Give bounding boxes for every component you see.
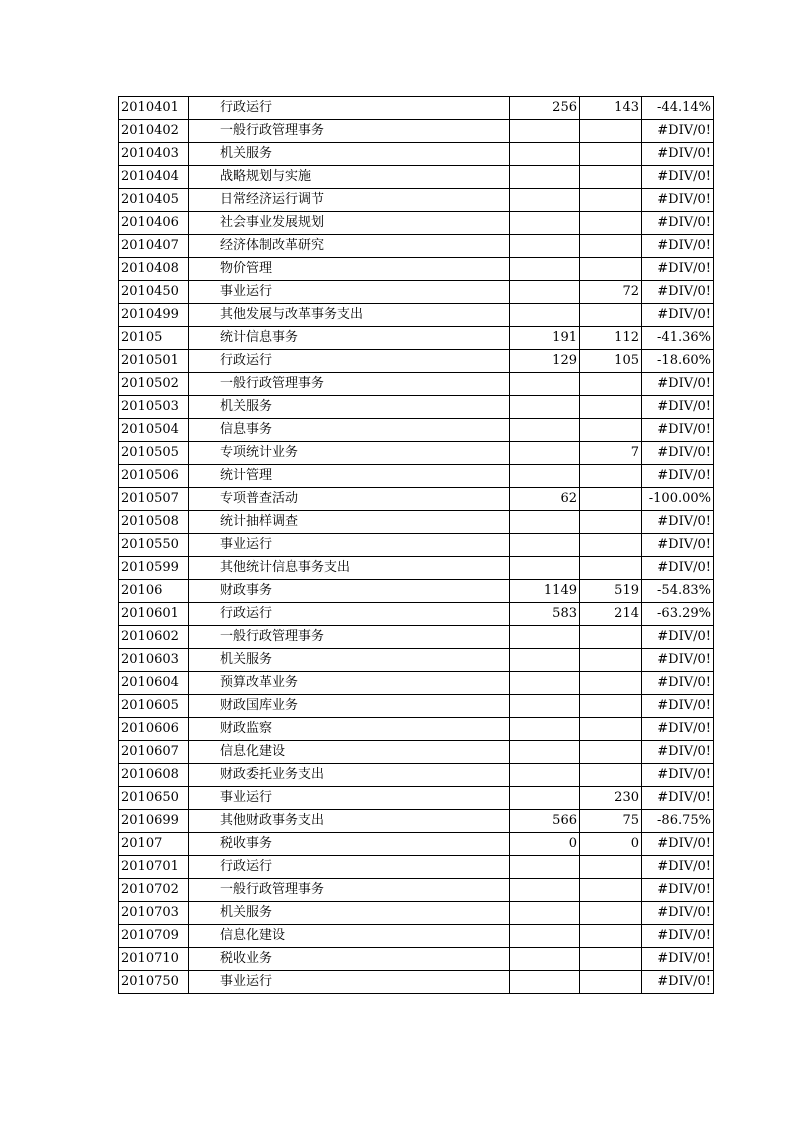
- prior-amount-cell: [510, 902, 580, 925]
- prior-amount-cell: [510, 925, 580, 948]
- item-name-cell: 财政事务: [189, 580, 510, 603]
- code-cell: 2010501: [119, 350, 189, 373]
- code-cell: 2010499: [119, 304, 189, 327]
- change-percent-cell: #DIV/0!: [642, 143, 714, 166]
- prior-amount-cell: 0: [510, 833, 580, 856]
- item-name-cell: 物价管理: [189, 258, 510, 281]
- prior-amount-cell: [510, 534, 580, 557]
- prior-amount-cell: 62: [510, 488, 580, 511]
- item-name-cell: 机关服务: [189, 396, 510, 419]
- table-row: [119, 557, 714, 580]
- change-percent-cell: #DIV/0!: [642, 833, 714, 856]
- code-cell: 2010401: [119, 97, 189, 120]
- item-name-cell: 机关服务: [189, 902, 510, 925]
- prior-amount-cell: [510, 166, 580, 189]
- change-percent-cell: #DIV/0!: [642, 695, 714, 718]
- prior-amount-cell: [510, 672, 580, 695]
- item-name-cell: 事业运行: [189, 534, 510, 557]
- current-amount-cell: 7: [580, 442, 642, 465]
- item-name-cell: 财政国库业务: [189, 695, 510, 718]
- table-row: [119, 488, 714, 511]
- item-name-cell: 机关服务: [189, 143, 510, 166]
- current-amount-cell: [580, 166, 642, 189]
- current-amount-cell: [580, 396, 642, 419]
- table-row: [119, 879, 714, 902]
- table-row: [119, 764, 714, 787]
- table-row: [119, 580, 714, 603]
- item-name-cell: 财政委托业务支出: [189, 764, 510, 787]
- table-row: [119, 373, 714, 396]
- code-cell: 2010606: [119, 718, 189, 741]
- current-amount-cell: [580, 741, 642, 764]
- prior-amount-cell: 566: [510, 810, 580, 833]
- table-row: [119, 166, 714, 189]
- change-percent-cell: #DIV/0!: [642, 212, 714, 235]
- prior-amount-cell: [510, 948, 580, 971]
- change-percent-cell: -86.75%: [642, 810, 714, 833]
- code-cell: 2010403: [119, 143, 189, 166]
- prior-amount-cell: [510, 879, 580, 902]
- current-amount-cell: [580, 948, 642, 971]
- table-row: [119, 511, 714, 534]
- current-amount-cell: [580, 764, 642, 787]
- table-row: [119, 603, 714, 626]
- table-row: [119, 419, 714, 442]
- table-row: [119, 833, 714, 856]
- table-row: [119, 97, 714, 120]
- current-amount-cell: [580, 626, 642, 649]
- prior-amount-cell: [510, 741, 580, 764]
- prior-amount-cell: 191: [510, 327, 580, 350]
- item-name-cell: 税收事务: [189, 833, 510, 856]
- prior-amount-cell: [510, 787, 580, 810]
- current-amount-cell: [580, 649, 642, 672]
- table-row: [119, 902, 714, 925]
- table-row: [119, 258, 714, 281]
- current-amount-cell: [580, 557, 642, 580]
- code-cell: 2010701: [119, 856, 189, 879]
- change-percent-cell: -100.00%: [642, 488, 714, 511]
- item-name-cell: 日常经济运行调节: [189, 189, 510, 212]
- change-percent-cell: #DIV/0!: [642, 419, 714, 442]
- current-amount-cell: 214: [580, 603, 642, 626]
- budget-table: [118, 96, 714, 994]
- item-name-cell: 经济体制改革研究: [189, 235, 510, 258]
- current-amount-cell: 0: [580, 833, 642, 856]
- item-name-cell: 其他财政事务支出: [189, 810, 510, 833]
- current-amount-cell: 75: [580, 810, 642, 833]
- code-cell: 2010404: [119, 166, 189, 189]
- change-percent-cell: #DIV/0!: [642, 557, 714, 580]
- code-cell: 2010506: [119, 465, 189, 488]
- table-row: [119, 212, 714, 235]
- change-percent-cell: -44.14%: [642, 97, 714, 120]
- item-name-cell: 统计抽样调查: [189, 511, 510, 534]
- table-row: [119, 787, 714, 810]
- current-amount-cell: 112: [580, 327, 642, 350]
- prior-amount-cell: 256: [510, 97, 580, 120]
- current-amount-cell: [580, 902, 642, 925]
- current-amount-cell: [580, 511, 642, 534]
- current-amount-cell: [580, 925, 642, 948]
- prior-amount-cell: [510, 557, 580, 580]
- code-cell: 2010599: [119, 557, 189, 580]
- change-percent-cell: #DIV/0!: [642, 856, 714, 879]
- table-row: [119, 695, 714, 718]
- code-cell: 2010406: [119, 212, 189, 235]
- table-row: [119, 948, 714, 971]
- change-percent-cell: -63.29%: [642, 603, 714, 626]
- prior-amount-cell: [510, 764, 580, 787]
- change-percent-cell: #DIV/0!: [642, 235, 714, 258]
- current-amount-cell: 230: [580, 787, 642, 810]
- current-amount-cell: [580, 465, 642, 488]
- table-row: [119, 120, 714, 143]
- prior-amount-cell: [510, 442, 580, 465]
- code-cell: 2010607: [119, 741, 189, 764]
- item-name-cell: 行政运行: [189, 856, 510, 879]
- item-name-cell: 行政运行: [189, 603, 510, 626]
- item-name-cell: 其他统计信息事务支出: [189, 557, 510, 580]
- item-name-cell: 信息事务: [189, 419, 510, 442]
- code-cell: 2010508: [119, 511, 189, 534]
- table-row: [119, 925, 714, 948]
- code-cell: 2010709: [119, 925, 189, 948]
- change-percent-cell: -54.83%: [642, 580, 714, 603]
- current-amount-cell: 143: [580, 97, 642, 120]
- change-percent-cell: -18.60%: [642, 350, 714, 373]
- table-row: [119, 396, 714, 419]
- current-amount-cell: [580, 212, 642, 235]
- item-name-cell: 统计信息事务: [189, 327, 510, 350]
- table-row: [119, 143, 714, 166]
- code-cell: 20105: [119, 327, 189, 350]
- code-cell: 2010699: [119, 810, 189, 833]
- table-row: [119, 350, 714, 373]
- item-name-cell: 一般行政管理事务: [189, 879, 510, 902]
- item-name-cell: 专项普查活动: [189, 488, 510, 511]
- code-cell: 2010608: [119, 764, 189, 787]
- item-name-cell: 社会事业发展规划: [189, 212, 510, 235]
- prior-amount-cell: [510, 373, 580, 396]
- prior-amount-cell: [510, 718, 580, 741]
- code-cell: 2010450: [119, 281, 189, 304]
- table-row: [119, 971, 714, 994]
- code-cell: 2010507: [119, 488, 189, 511]
- item-name-cell: 信息化建设: [189, 741, 510, 764]
- current-amount-cell: 105: [580, 350, 642, 373]
- item-name-cell: 行政运行: [189, 97, 510, 120]
- change-percent-cell: #DIV/0!: [642, 672, 714, 695]
- prior-amount-cell: [510, 281, 580, 304]
- table-row: [119, 235, 714, 258]
- item-name-cell: 一般行政管理事务: [189, 120, 510, 143]
- current-amount-cell: [580, 718, 642, 741]
- budget-table-body: [119, 97, 714, 994]
- change-percent-cell: #DIV/0!: [642, 258, 714, 281]
- current-amount-cell: 519: [580, 580, 642, 603]
- current-amount-cell: [580, 143, 642, 166]
- code-cell: 2010650: [119, 787, 189, 810]
- code-cell: 2010604: [119, 672, 189, 695]
- item-name-cell: 战略规划与实施: [189, 166, 510, 189]
- current-amount-cell: [580, 672, 642, 695]
- change-percent-cell: #DIV/0!: [642, 373, 714, 396]
- prior-amount-cell: [510, 212, 580, 235]
- change-percent-cell: #DIV/0!: [642, 465, 714, 488]
- code-cell: 20107: [119, 833, 189, 856]
- prior-amount-cell: [510, 189, 580, 212]
- item-name-cell: 其他发展与改革事务支出: [189, 304, 510, 327]
- change-percent-cell: #DIV/0!: [642, 511, 714, 534]
- prior-amount-cell: [510, 511, 580, 534]
- prior-amount-cell: 129: [510, 350, 580, 373]
- code-cell: 2010502: [119, 373, 189, 396]
- current-amount-cell: [580, 488, 642, 511]
- table-row: [119, 856, 714, 879]
- prior-amount-cell: [510, 649, 580, 672]
- prior-amount-cell: [510, 235, 580, 258]
- code-cell: 2010702: [119, 879, 189, 902]
- code-cell: 2010750: [119, 971, 189, 994]
- item-name-cell: 一般行政管理事务: [189, 626, 510, 649]
- item-name-cell: 统计管理: [189, 465, 510, 488]
- item-name-cell: 专项统计业务: [189, 442, 510, 465]
- item-name-cell: 一般行政管理事务: [189, 373, 510, 396]
- change-percent-cell: #DIV/0!: [642, 304, 714, 327]
- current-amount-cell: [580, 189, 642, 212]
- change-percent-cell: #DIV/0!: [642, 948, 714, 971]
- prior-amount-cell: [510, 304, 580, 327]
- code-cell: 2010408: [119, 258, 189, 281]
- code-cell: 2010405: [119, 189, 189, 212]
- code-cell: 2010602: [119, 626, 189, 649]
- item-name-cell: 财政监察: [189, 718, 510, 741]
- current-amount-cell: [580, 304, 642, 327]
- item-name-cell: 预算改革业务: [189, 672, 510, 695]
- code-cell: 2010503: [119, 396, 189, 419]
- item-name-cell: 行政运行: [189, 350, 510, 373]
- change-percent-cell: #DIV/0!: [642, 166, 714, 189]
- current-amount-cell: [580, 258, 642, 281]
- code-cell: 2010407: [119, 235, 189, 258]
- current-amount-cell: [580, 373, 642, 396]
- change-percent-cell: #DIV/0!: [642, 534, 714, 557]
- table-row: [119, 189, 714, 212]
- change-percent-cell: #DIV/0!: [642, 120, 714, 143]
- change-percent-cell: #DIV/0!: [642, 787, 714, 810]
- prior-amount-cell: [510, 856, 580, 879]
- item-name-cell: 税收业务: [189, 948, 510, 971]
- current-amount-cell: [580, 856, 642, 879]
- change-percent-cell: -41.36%: [642, 327, 714, 350]
- change-percent-cell: #DIV/0!: [642, 971, 714, 994]
- prior-amount-cell: [510, 971, 580, 994]
- current-amount-cell: 72: [580, 281, 642, 304]
- table-row: [119, 465, 714, 488]
- table-row: [119, 810, 714, 833]
- prior-amount-cell: [510, 465, 580, 488]
- current-amount-cell: [580, 419, 642, 442]
- change-percent-cell: #DIV/0!: [642, 902, 714, 925]
- prior-amount-cell: [510, 120, 580, 143]
- prior-amount-cell: [510, 695, 580, 718]
- current-amount-cell: [580, 879, 642, 902]
- current-amount-cell: [580, 120, 642, 143]
- item-name-cell: 信息化建设: [189, 925, 510, 948]
- prior-amount-cell: [510, 396, 580, 419]
- change-percent-cell: #DIV/0!: [642, 879, 714, 902]
- code-cell: 2010605: [119, 695, 189, 718]
- table-row: [119, 718, 714, 741]
- table-row: [119, 327, 714, 350]
- prior-amount-cell: [510, 419, 580, 442]
- prior-amount-cell: [510, 258, 580, 281]
- table-row: [119, 672, 714, 695]
- table-row: [119, 741, 714, 764]
- change-percent-cell: #DIV/0!: [642, 718, 714, 741]
- change-percent-cell: #DIV/0!: [642, 649, 714, 672]
- change-percent-cell: #DIV/0!: [642, 626, 714, 649]
- change-percent-cell: #DIV/0!: [642, 189, 714, 212]
- table-row: [119, 304, 714, 327]
- code-cell: 20106: [119, 580, 189, 603]
- code-cell: 2010505: [119, 442, 189, 465]
- prior-amount-cell: [510, 143, 580, 166]
- change-percent-cell: #DIV/0!: [642, 764, 714, 787]
- item-name-cell: 事业运行: [189, 971, 510, 994]
- change-percent-cell: #DIV/0!: [642, 925, 714, 948]
- current-amount-cell: [580, 534, 642, 557]
- prior-amount-cell: 583: [510, 603, 580, 626]
- current-amount-cell: [580, 695, 642, 718]
- prior-amount-cell: 1149: [510, 580, 580, 603]
- code-cell: 2010603: [119, 649, 189, 672]
- table-row: [119, 626, 714, 649]
- prior-amount-cell: [510, 626, 580, 649]
- change-percent-cell: #DIV/0!: [642, 281, 714, 304]
- code-cell: 2010550: [119, 534, 189, 557]
- item-name-cell: 机关服务: [189, 649, 510, 672]
- table-row: [119, 649, 714, 672]
- table-row: [119, 534, 714, 557]
- code-cell: 2010601: [119, 603, 189, 626]
- current-amount-cell: [580, 235, 642, 258]
- table-row: [119, 281, 714, 304]
- current-amount-cell: [580, 971, 642, 994]
- code-cell: 2010710: [119, 948, 189, 971]
- table-row: [119, 442, 714, 465]
- code-cell: 2010402: [119, 120, 189, 143]
- item-name-cell: 事业运行: [189, 281, 510, 304]
- change-percent-cell: #DIV/0!: [642, 741, 714, 764]
- change-percent-cell: #DIV/0!: [642, 396, 714, 419]
- item-name-cell: 事业运行: [189, 787, 510, 810]
- change-percent-cell: #DIV/0!: [642, 442, 714, 465]
- code-cell: 2010504: [119, 419, 189, 442]
- code-cell: 2010703: [119, 902, 189, 925]
